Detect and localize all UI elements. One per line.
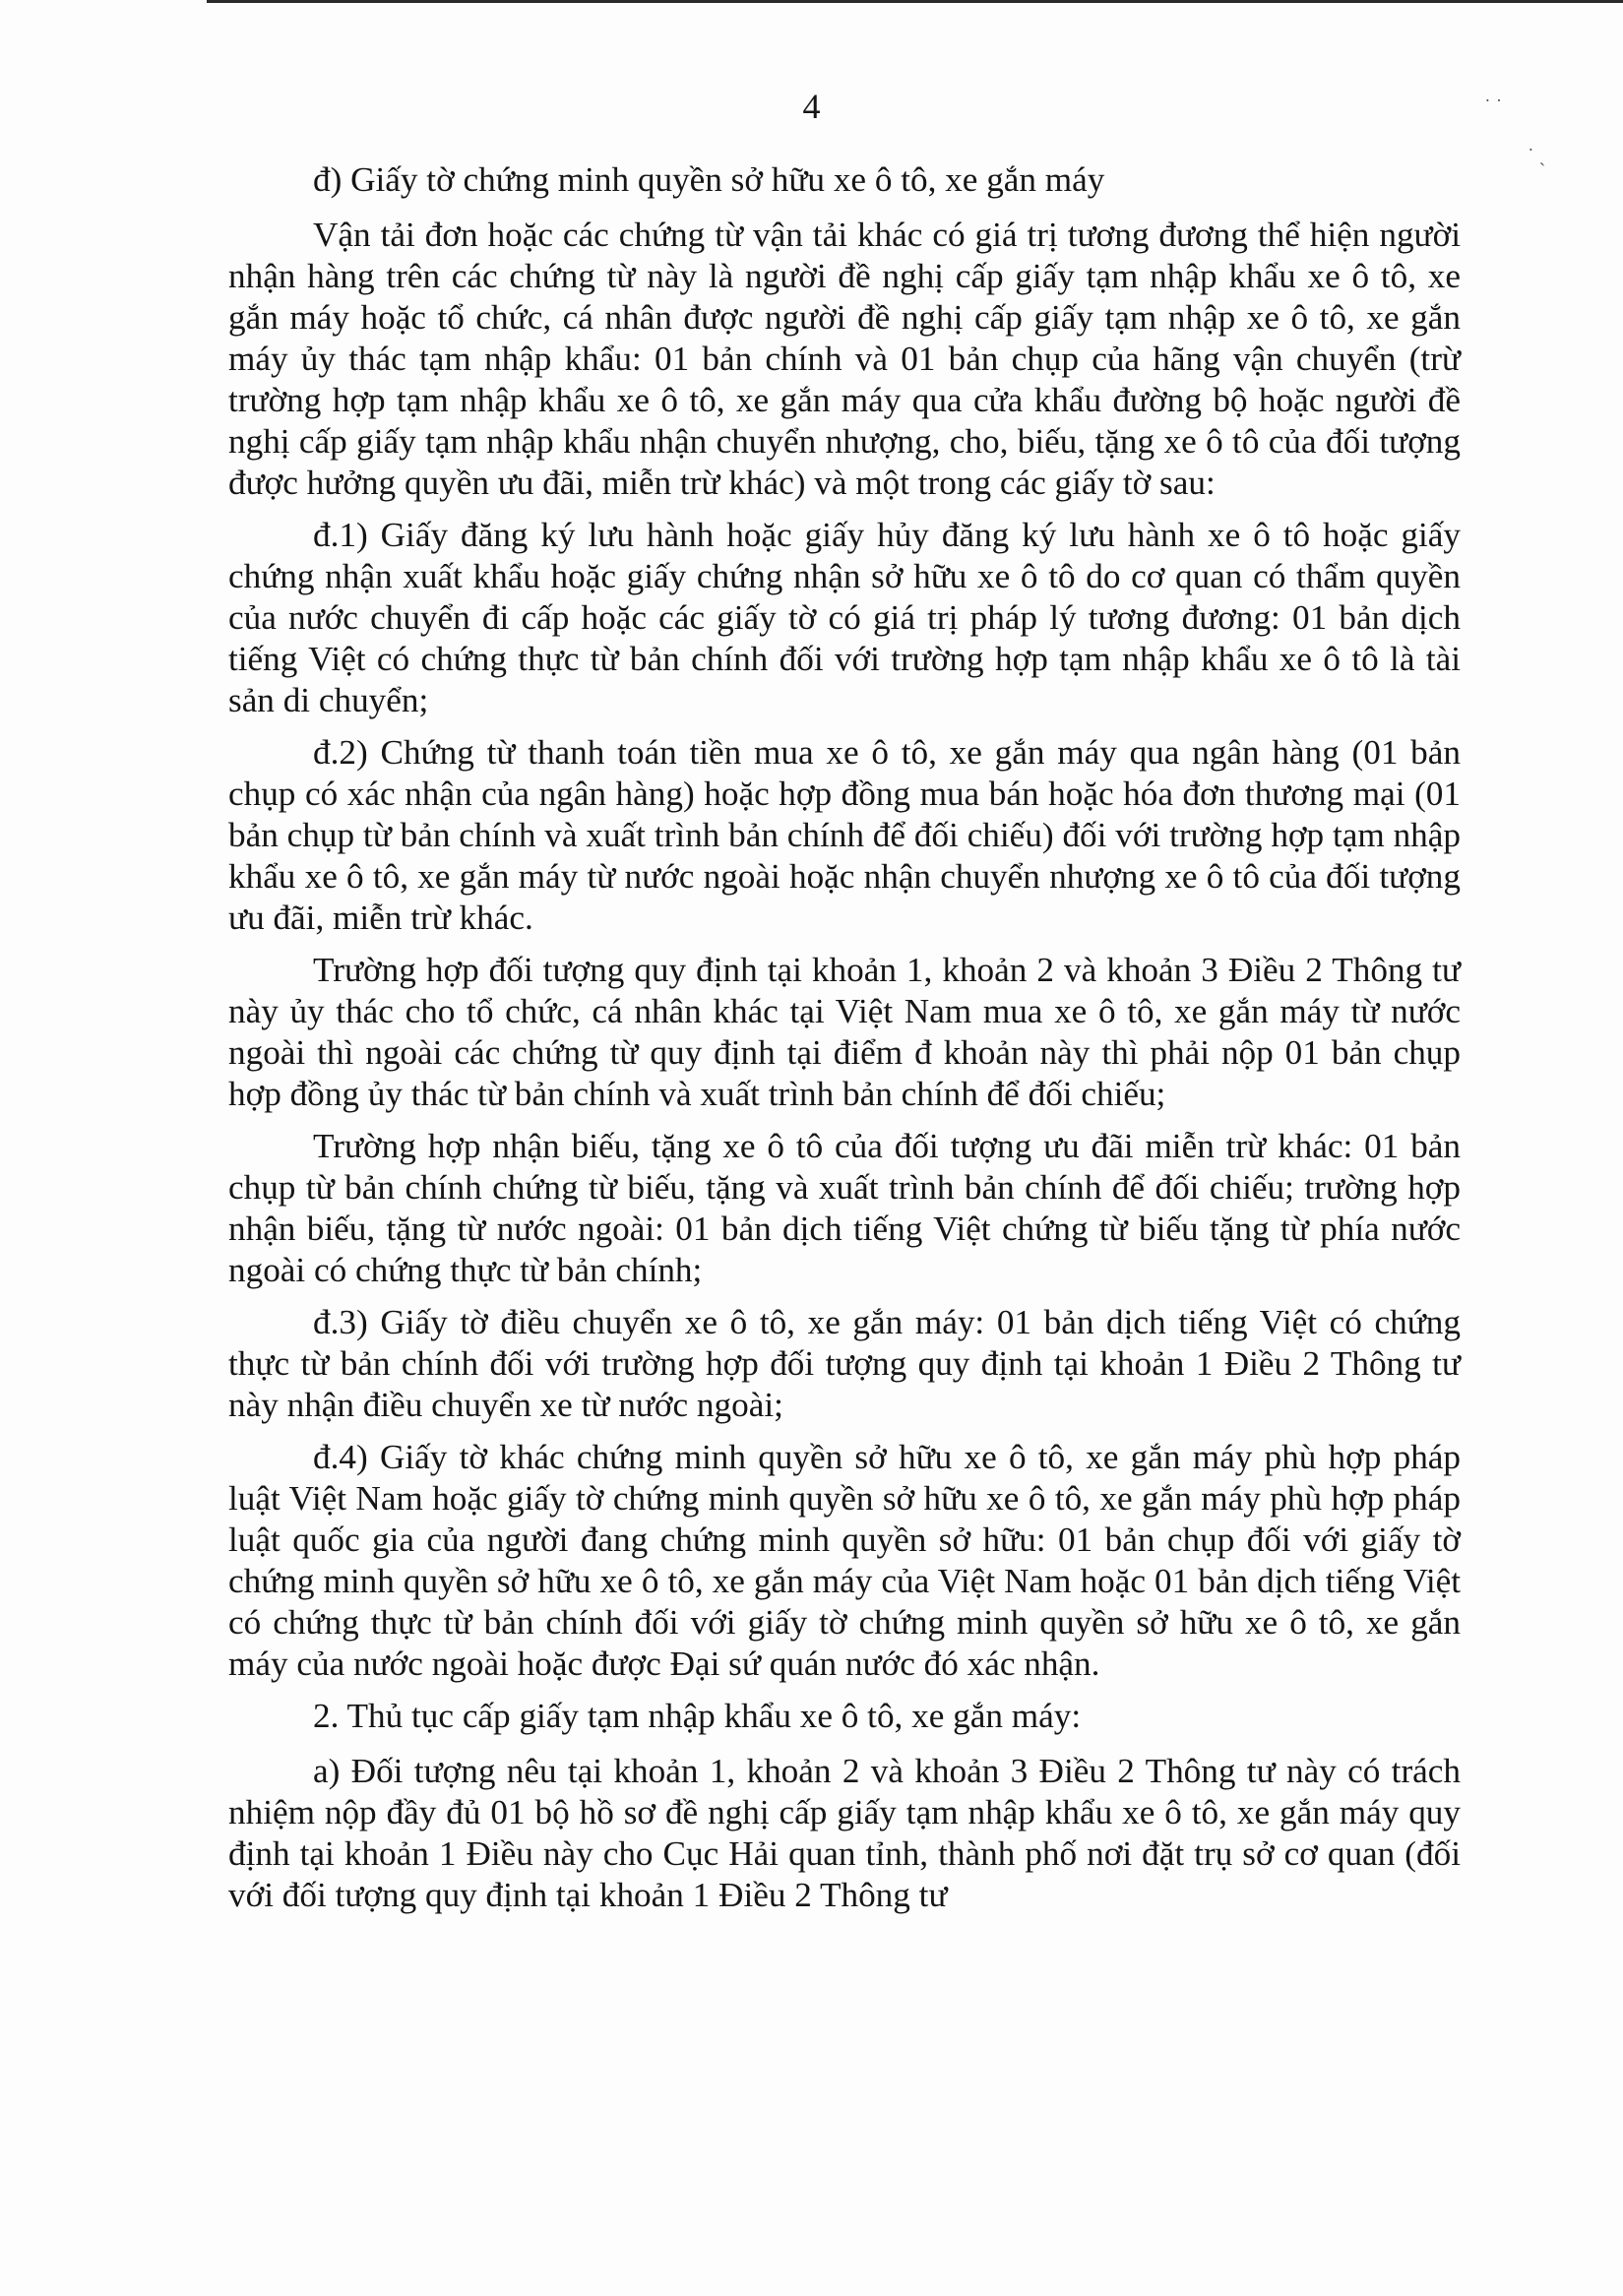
page-number: 4	[802, 87, 821, 126]
section-heading-2: 2. Thủ tục cấp giấy tạm nhập khẩu xe ô tô, xe gắn máy:	[313, 1697, 1082, 1735]
paragraph-gift: Trường hợp nhận biếu, tặng xe ô tô của đối tượng ưu đãi miễn trừ khác: 01 bản chụp từ bản chính chứng từ biếu, tặng và xuất trình bản chính để đối chiếu; trường hợp nhận biếu, tặng từ nước ngoài: 01 bản dịch tiếng Việt chứng từ biếu tặng từ phía nước ngoài có chứng thực từ bản chính;	[228, 1127, 1461, 1289]
paragraph-d2: đ.2) Chứng từ thanh toán tiền mua xe ô tô, xe gắn máy qua ngân hàng (01 bản chụp có xác nhận của ngân hàng) hoặc hợp đồng mua bán hoặc hóa đơn thương mại (01 bản chụp từ bản chính và xuất trình bản chính để đối chiếu) đối với trường hợp tạm nhập khẩu xe ô tô, xe gắn máy từ nước ngoài hoặc nhận chuyển nhượng xe ô tô của đối tượng ưu đãi, miễn trừ khác.	[228, 733, 1461, 937]
paragraph-d4: đ.4) Giấy tờ khác chứng minh quyền sở hữu xe ô tô, xe gắn máy phù hợp pháp luật Việt Nam hoặc giấy tờ chứng minh quyền sở hữu xe ô tô, xe gắn máy phù hợp pháp luật quốc gia của người đang chứng minh quyền sở hữu: 01 bản chụp đối với giấy tờ chứng minh quyền sở hữu xe ô tô, xe gắn máy của Việt Nam hoặc 01 bản dịch tiếng Việt có chứng thực từ bản chính đối với giấy tờ chứng minh quyền sở hữu xe ô tô, xe gắn máy của nước ngoài hoặc được Đại sứ quán nước đó xác nhận.	[228, 1438, 1461, 1683]
paragraph-transport-documents: Vận tải đơn hoặc các chứng từ vận tải khác có giá trị tương đương thể hiện người nhận hàng trên các chứng từ này là người đề nghị cấp giấy tạm nhập khẩu xe ô tô, xe gắn máy hoặc tổ chức, cá nhân được người đề nghị cấp giấy tạm nhập xe ô tô, xe gắn máy ủy thác tạm nhập khẩu: 01 bản chính và 01 bản chụp của hãng vận chuyển (trừ trường hợp tạm nhập khẩu xe ô tô, xe gắn máy qua cửa khẩu đường bộ hoặc người đề nghị cấp giấy tạm nhập khẩu nhận chuyển nhượng, cho, biếu, tặng xe ô tô của đối tượng được hưởng quyền ưu đãi, miễn trừ khác) và một trong các giấy tờ sau:	[228, 216, 1461, 502]
paragraph-d1: đ.1) Giấy đăng ký lưu hành hoặc giấy hủy đăng ký lưu hành xe ô tô hoặc giấy chứng nhận xuất khẩu hoặc giấy chứng nhận sở hữu xe ô tô do cơ quan có thẩm quyền của nước chuyển đi cấp hoặc các giấy tờ có giá trị pháp lý tương đương: 01 bản dịch tiếng Việt có chứng thực từ bản chính đối với trường hợp tạm nhập khẩu xe ô tô là tài sản di chuyển;	[228, 516, 1461, 719]
paragraph-d3: đ.3) Giấy tờ điều chuyển xe ô tô, xe gắn máy: 01 bản dịch tiếng Việt có chứng thực từ bản chính đối với trường hợp đối tượng quy định tại khoản 1 Điều 2 Thông tư này nhận điều chuyển xe từ nước ngoài;	[228, 1303, 1461, 1424]
paragraph-entrustment: Trường hợp đối tượng quy định tại khoản 1, khoản 2 và khoản 3 Điều 2 Thông tư này ủy thác cho tổ chức, cá nhân khác tại Việt Nam mua xe ô tô, xe gắn máy từ nước ngoài thì ngoài các chứng từ quy định tại điểm đ khoản này thì phải nộp 01 bản chụp hợp đồng ủy thác từ bản chính và xuất trình bản chính để đối chiếu;	[228, 951, 1461, 1113]
scan-top-border	[207, 0, 1623, 3]
scan-speck: ˙ ˙	[1484, 95, 1503, 117]
document-body	[228, 159, 1461, 1927]
paragraph-2a: a) Đối tượng nêu tại khoản 1, khoản 2 và khoản 3 Điều 2 Thông tư này có trách nhiệm nộp đầy đủ 01 bộ hồ sơ đề nghị cấp giấy tạm nhập khẩu xe ô tô, xe gắn máy quy định tại khoản 1 Điều này cho Cục Hải quan tỉnh, thành phố nơi đặt trụ sở cơ quan (đối với đối tượng quy định tại khoản 1 Điều 2 Thông tư	[228, 1752, 1461, 1914]
scan-speck: ˙ ˏ	[1528, 145, 1546, 166]
section-heading-d: đ) Giấy tờ chứng minh quyền sở hữu xe ô tô, xe gắn máy	[313, 160, 1105, 199]
